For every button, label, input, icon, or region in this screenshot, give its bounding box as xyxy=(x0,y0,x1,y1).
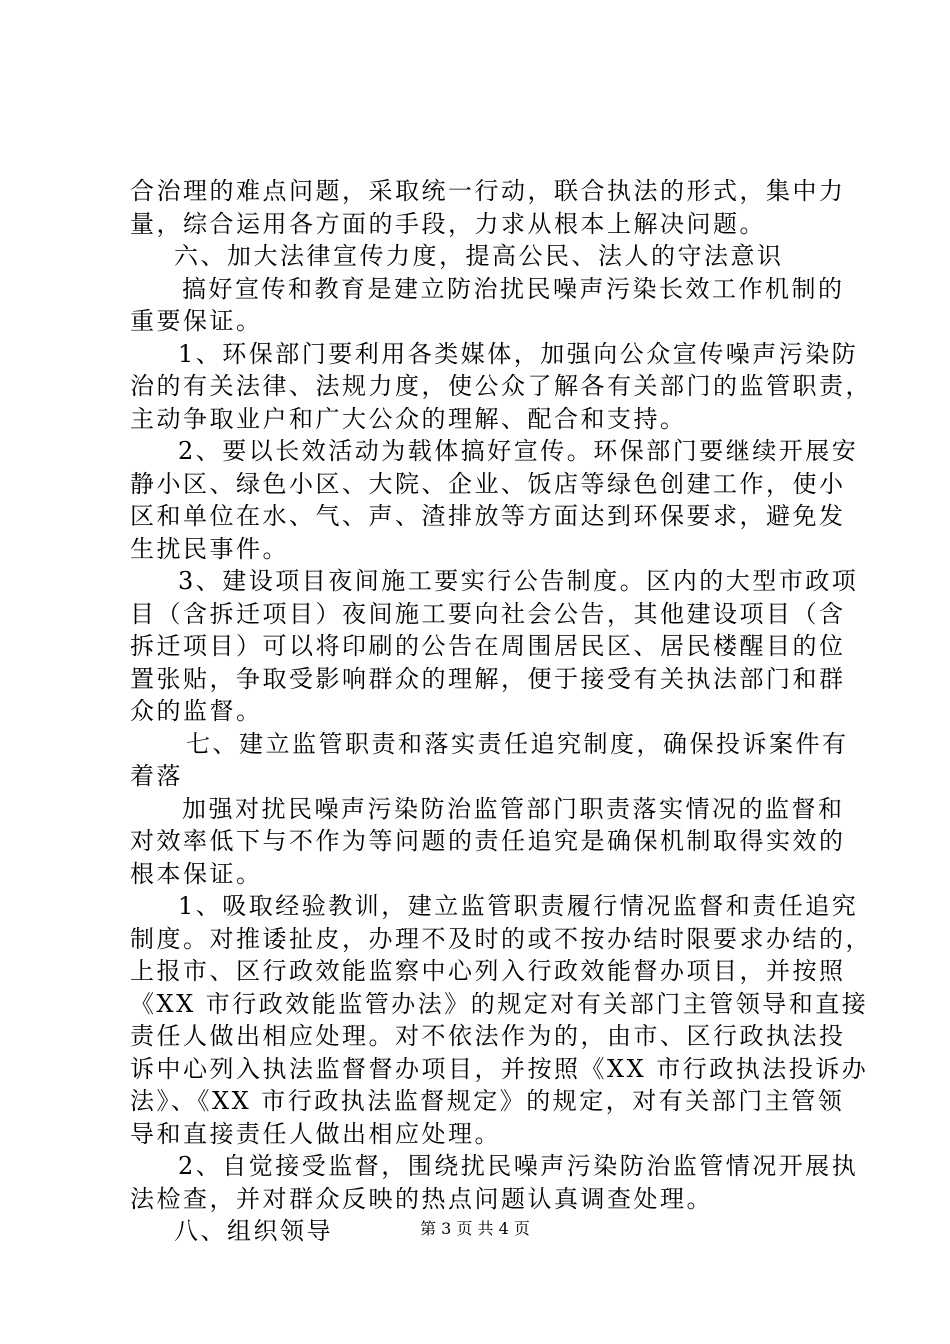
text-line: 众的监督。 xyxy=(130,697,263,725)
text-line: 1、环保部门要利用各类媒体，加强向公众宣传噪声污染防 xyxy=(178,339,859,368)
section-heading: 七、建立监管职责和落实责任追究制度，确保投诉案件有 xyxy=(186,729,849,758)
text-line: 合治理的难点问题，采取统一行动，联合执法的形式，集中力 xyxy=(130,177,846,205)
text-line: 诉中心列入执法监督督办项目，并按照《XX 市行政执法投诉办 xyxy=(130,1054,869,1083)
text-line: 对效率低下与不作为等问题的责任追究是确保机制取得实效的 xyxy=(130,827,846,855)
text-line: 2、要以长效活动为载体搞好宣传。环保部门要继续开展安 xyxy=(178,437,859,465)
text-line: 拆迁项目）可以将印刷的公告在周围居民区、居民楼醒目的位 xyxy=(130,632,846,660)
text-line: 生扰民事件。 xyxy=(130,534,289,563)
text-line: 1、吸取经验教训，建立监管职责履行情况监督和责任追究 xyxy=(178,892,859,920)
text-line: 法》、《XX 市行政执法监督规定》的规定，对有关部门主管领 xyxy=(130,1087,845,1115)
text-line: 重要保证。 xyxy=(130,307,263,335)
text-line: 量，综合运用各方面的手段，力求从根本上解决问题。 xyxy=(130,209,766,238)
section-heading: 八、组织领导 xyxy=(174,1217,333,1245)
text-line: 治的有关法律、法规力度，使公众了解各有关部门的监管职责， xyxy=(130,372,872,400)
document-body xyxy=(130,175,872,1248)
text-line: 制度。对推诿扯皮，办理不及时的或不按办结时限要求办结的， xyxy=(130,924,872,953)
text-line: 区和单位在水、气、声、渣排放等方面达到环保要求，避免发 xyxy=(130,502,846,530)
text-line: 加强对扰民噪声污染防治监管部门职责落实情况的监督和 xyxy=(182,794,845,823)
page-footer xyxy=(0,1216,950,1239)
text-line: 目（含拆迁项目）夜间施工要向社会公告，其他建设项目（含 xyxy=(130,599,846,628)
text-line: 搞好宣传和教育是建立防治扰民噪声污染长效工作机制的 xyxy=(182,274,845,303)
text-line: 静小区、绿色小区、大院、企业、饭店等绿色创建工作，使小 xyxy=(130,469,846,498)
text-line: 责任人做出相应处理。对不依法作为的，由市、区行政执法投 xyxy=(130,1022,846,1050)
text-line: 《XX 市行政效能监管办法》的规定对有关部门主管领导和直接 xyxy=(130,989,869,1018)
section-heading: 着落 xyxy=(130,762,183,790)
text-line: 导和直接责任人做出相应处理。 xyxy=(130,1119,501,1148)
text-line: 法检查，并对群众反映的热点问题认真调查处理。 xyxy=(130,1184,713,1213)
page-number: 第 3 页 共 4 页 xyxy=(420,1219,530,1238)
text-line: 3、建设项目夜间施工要实行公告制度。区内的大型市政项 xyxy=(178,567,859,595)
text-line: 主动争取业户和广大公众的理解、配合和支持。 xyxy=(130,404,687,433)
text-line: 根本保证。 xyxy=(130,859,263,888)
text-line: 置张贴，争取受影响群众的理解，便于接受有关执法部门和群 xyxy=(130,664,846,693)
text-line: 上报市、区行政效能监察中心列入行政效能督办项目，并按照 xyxy=(130,957,846,985)
section-heading: 六、加大法律宣传力度，提高公民、法人的守法意识 xyxy=(174,242,784,270)
text-line: 2、自觉接受监督，围绕扰民噪声污染防治监管情况开展执 xyxy=(178,1152,859,1180)
